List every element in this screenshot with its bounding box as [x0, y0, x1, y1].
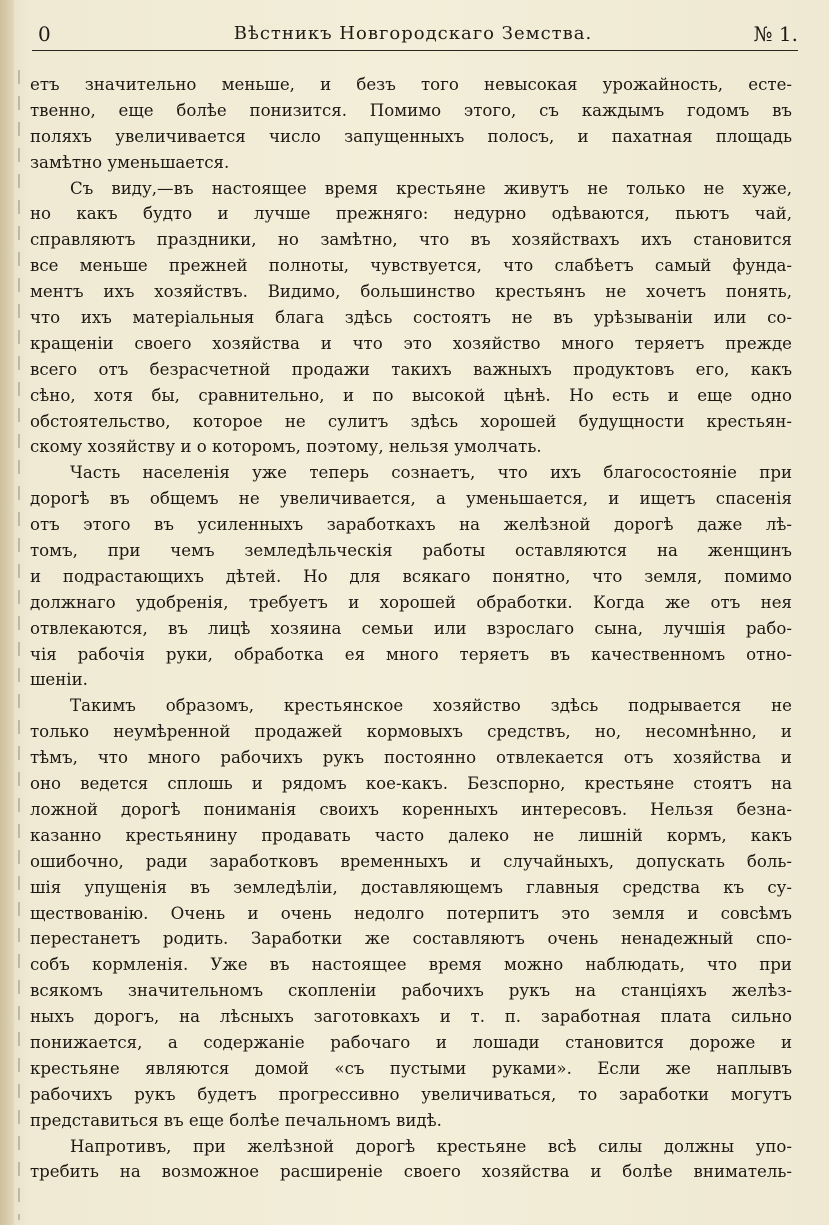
text-line: перестанетъ родить. Заработки же составляютъ очень ненадежный спо- — [30, 929, 792, 949]
page-number: 0 — [38, 22, 51, 46]
text-line: представиться въ еще болѣе печальномъ видѣ. — [30, 1110, 442, 1130]
text-line: все меньше прежней полноты, чувствуется, что слабѣетъ самый фунда- — [30, 256, 792, 276]
text-line: томъ, при чемъ земледѣльческія работы оставляются на женщинъ — [30, 541, 792, 561]
text-line: сѣно, хотя бы, сравнительно, и по высокой цѣнѣ. Но есть и еще одно — [30, 385, 792, 405]
text-line: но какъ будто и лучше прежняго: недурно одѣваются, пьютъ чай, — [30, 204, 792, 224]
text-line: чія рабочія руки, обработка ея много теряетъ въ качественномъ отно- — [30, 644, 792, 664]
article-body — [30, 72, 792, 1185]
text-line: понижается, а содержаніе рабочаго и лошади становится дороже и — [30, 1032, 792, 1052]
text-line: ществованію. Очень и очень недолго потерпитъ это земля и совсѣмъ — [30, 903, 792, 923]
paragraph — [30, 176, 792, 461]
text-line: ошибочно, ради заработковъ временныхъ и случайныхъ, допускать боль- — [30, 851, 792, 871]
text-line: Напротивъ, при желѣзной дорогѣ крестьяне всѣ силы должны упо- — [70, 1136, 792, 1156]
text-line: ныхъ дорогъ, на лѣсныхъ заготовкахъ и т. п. заработная плата сильно — [30, 1007, 792, 1027]
text-line: только неумѣренной продажей кормовыхъ средствъ, но, несомнѣнно, и — [30, 722, 792, 742]
text-line: и подрастающихъ дѣтей. Но для всякаго понятно, что земля, помимо — [30, 566, 792, 586]
text-line: етъ значительно меньше, и безъ того невысокая урожайность, есте- — [30, 75, 792, 94]
text-line: отъ этого въ усиленныхъ заработкахъ на желѣзной дорогѣ даже лѣ- — [30, 515, 792, 535]
text-line: требить на возможное расширеніе своего хозяйства и болѣе вниматель- — [30, 1162, 792, 1182]
text-line: дорогѣ въ общемъ не увеличивается, а уменьшается, и ищетъ спасенія — [30, 489, 792, 509]
binding-shadow — [18, 70, 20, 1220]
text-line: должнаго удобренія, требуетъ и хорошей обработки. Когда же отъ нея — [30, 592, 792, 612]
text-line: Съ виду,—въ настоящее время крестьяне живутъ не только не хуже, — [70, 178, 792, 198]
text-line: Часть населенія уже теперь сознаетъ, что ихъ благосостояніе при — [70, 463, 792, 483]
text-line: всякомъ значительномъ скопленіи рабочихъ рукъ на станціяхъ желѣз- — [30, 981, 792, 1001]
text-line: твенно, еще болѣе понизится. Помимо этого, съ каждымъ годомъ въ — [30, 100, 792, 120]
text-line: отвлекаются, въ лицѣ хозяина семьи или взрослаго сына, лучшія рабо- — [30, 618, 792, 638]
text-line: собъ кормленія. Уже въ настоящее время можно наблюдать, что при — [30, 955, 792, 975]
text-line: ментъ ихъ хозяйствъ. Видимо, большинство крестьянъ не хочетъ понять, — [30, 282, 792, 302]
binding-gutter — [0, 0, 14, 1225]
paragraph — [30, 460, 792, 693]
text-line: тѣмъ, что много рабочихъ рукъ постоянно отвлекается отъ хозяйства и — [30, 748, 792, 768]
text-line: замѣтно уменьшается. — [30, 152, 230, 172]
text-line: обстоятельство, которое не сулитъ здѣсь хорошей будущности крестьян- — [30, 411, 792, 431]
journal-title: Вѣстникъ Новгородскаго Земства. — [233, 23, 593, 44]
text-line: шеніи. — [30, 670, 88, 690]
paragraph — [30, 693, 792, 1133]
issue-number: № 1. — [753, 22, 798, 46]
text-line: ложной дорогѣ пониманія своихъ коренныхъ интересовъ. Нельзя безна- — [30, 799, 792, 819]
paragraph — [30, 72, 792, 176]
text-line: оно ведется сплошь и рядомъ кое-какъ. Безспорно, крестьяне стоятъ на — [30, 774, 792, 794]
text-line: казанно крестьянину продавать часто далеко не лишній кормъ, какъ — [30, 825, 792, 845]
text-line: крестьяне являются домой «съ пустыми руками». Если же наплывъ — [30, 1058, 792, 1078]
paragraph — [30, 1134, 792, 1186]
text-line: что ихъ матеріальныя блага здѣсь состоятъ не въ урѣзываніи или со- — [30, 308, 792, 328]
text-line: справляютъ праздники, но замѣтно, что въ хозяйствахъ ихъ становится — [30, 230, 792, 250]
text-line: поляхъ увеличивается число запущенныхъ полосъ, и пахатная площадь — [30, 126, 792, 146]
text-line: кращеніи своего хозяйства и что это хозяйство много теряетъ прежде — [30, 333, 792, 353]
text-line: рабочихъ рукъ будетъ прогрессивно увеличиваться, то заработки могутъ — [30, 1084, 792, 1104]
text-line: Такимъ образомъ, крестьянское хозяйство здѣсь подрывается не — [70, 696, 792, 716]
text-line: скому хозяйству и о которомъ, поэтому, нельзя умолчать. — [30, 437, 542, 457]
text-line: шія упущенія въ земледѣліи, доставляющемъ главныя средства къ су- — [30, 877, 792, 897]
header-rule — [32, 50, 798, 51]
text-line: всего отъ безрасчетной продажи такихъ важныхъ продуктовъ его, какъ — [30, 359, 792, 379]
running-header — [28, 22, 798, 50]
